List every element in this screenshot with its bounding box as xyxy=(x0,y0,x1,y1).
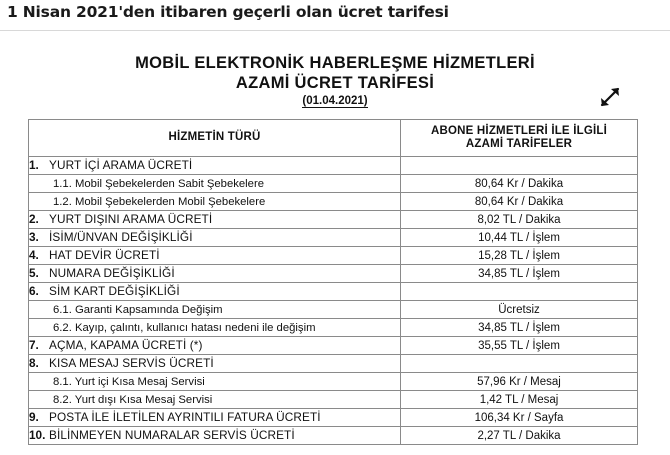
service-type-label xyxy=(29,375,205,389)
tariff-value-cell xyxy=(401,283,638,301)
document-effective-date xyxy=(0,95,670,107)
service-type-label xyxy=(29,393,212,407)
table-row xyxy=(29,229,638,247)
table-body xyxy=(29,157,638,445)
service-type-cell xyxy=(29,319,401,337)
service-type-label: NUMARA DEĞİŞİKLİĞİ xyxy=(49,266,175,280)
service-type-label: BİLİNMEYEN NUMARALAR SERVİS ÜCRETİ xyxy=(49,428,295,442)
table-row xyxy=(29,409,638,427)
service-type-label: KISA MESAJ SERVİS ÜCRETİ xyxy=(49,356,214,370)
tariff-value-cell: 80,64 Kr / Dakika xyxy=(401,175,638,193)
service-type-cell xyxy=(29,193,401,211)
service-type-label xyxy=(29,321,316,335)
row-index: 1.1. xyxy=(53,177,72,190)
service-type-text: Mobil Şebekelerden Sabit Şebekelere xyxy=(71,177,265,190)
table-row xyxy=(29,265,638,283)
service-type-cell xyxy=(29,373,401,391)
table-row xyxy=(29,373,638,391)
service-type-label: SİM KART DEĞİŞİKLİĞİ xyxy=(49,284,180,298)
expand-diagonal-arrow-icon[interactable] xyxy=(595,82,625,112)
table-row xyxy=(29,427,638,445)
service-type-cell xyxy=(29,211,401,229)
tariff-table xyxy=(28,119,638,445)
tariff-value-cell: Ücretsiz xyxy=(401,301,638,319)
service-type-text: Yurt dışı Kısa Mesaj Servisi xyxy=(71,393,213,406)
table-row xyxy=(29,391,638,409)
tariff-value-cell: 35,55 TL / İşlem xyxy=(401,337,638,355)
service-type-label: AÇMA, KAPAMA ÜCRETİ (*) xyxy=(49,338,203,352)
service-type-cell xyxy=(29,409,401,427)
row-index: 4. xyxy=(29,248,39,262)
row-index: 6. xyxy=(29,284,39,298)
table-row xyxy=(29,247,638,265)
tariff-value-cell: 80,64 Kr / Dakika xyxy=(401,193,638,211)
service-type-cell xyxy=(29,229,401,247)
table-row xyxy=(29,355,638,373)
service-type-text: Yurt içi Kısa Mesaj Servisi xyxy=(71,375,205,388)
row-index: 1.2. xyxy=(53,195,72,208)
document-title-line-2: AZAMİ ÜCRET TARİFESİ xyxy=(235,74,435,92)
table-row xyxy=(29,283,638,301)
service-type-cell xyxy=(29,301,401,319)
tariff-value-cell: 2,27 TL / Dakika xyxy=(401,427,638,445)
tariff-value-cell: 34,85 TL / İşlem xyxy=(401,265,638,283)
service-type-text: Mobil Şebekelerden Mobil Şebekelere xyxy=(71,195,266,208)
service-type-text: Garanti Kapsamında Değişim xyxy=(71,303,223,316)
row-index: 10. xyxy=(29,428,46,442)
row-index: 8.2. xyxy=(53,393,72,406)
service-type-label xyxy=(29,195,265,209)
service-type-cell xyxy=(29,427,401,445)
document-title-block xyxy=(0,53,670,107)
page-headline: 1 Nisan 2021'den itibaren geçerli olan ücret tarifesi xyxy=(7,3,449,21)
tariff-value-cell: 106,34 Kr / Sayfa xyxy=(401,409,638,427)
table-row xyxy=(29,193,638,211)
service-type-cell xyxy=(29,283,401,301)
row-index: 7. xyxy=(29,338,39,352)
service-type-cell xyxy=(29,175,401,193)
tariff-value-cell: 10,44 TL / İşlem xyxy=(401,229,638,247)
row-index: 8. xyxy=(29,356,39,370)
service-type-label: YURT DIŞINI ARAMA ÜCRETİ xyxy=(49,212,213,226)
column-header-max-tariff-line-2: AZAMİ TARİFELER xyxy=(465,138,573,150)
service-type-label xyxy=(29,177,264,191)
row-index: 3. xyxy=(29,230,39,244)
row-index: 6.1. xyxy=(53,303,72,316)
service-type-text: Kayıp, çalıntı, kullanıcı hatası nedeni ile değişim xyxy=(71,321,316,334)
tariff-value-cell: 34,85 TL / İşlem xyxy=(401,319,638,337)
table-row xyxy=(29,337,638,355)
tariff-value-cell: 8,02 TL / Dakika xyxy=(401,211,638,229)
row-index: 1. xyxy=(29,158,39,172)
row-index: 8.1. xyxy=(53,375,72,388)
headline-divider xyxy=(0,30,670,31)
row-index: 2. xyxy=(29,212,39,226)
table-header-row xyxy=(29,120,638,157)
table-row xyxy=(29,211,638,229)
service-type-cell xyxy=(29,157,401,175)
service-type-cell xyxy=(29,355,401,373)
tariff-value-cell: 15,28 TL / İşlem xyxy=(401,247,638,265)
tariff-value-cell: 1,42 TL / Mesaj xyxy=(401,391,638,409)
document-title-line-1: MOBİL ELEKTRONİK HABERLEŞME HİZMETLERİ xyxy=(135,54,535,72)
column-header-service-type: HİZMETİN TÜRÜ xyxy=(29,120,401,157)
tariff-value-cell: 57,96 Kr / Mesaj xyxy=(401,373,638,391)
column-header-max-tariff xyxy=(401,120,638,157)
row-index: 6.2. xyxy=(53,321,72,334)
tariff-value-cell xyxy=(401,355,638,373)
service-type-cell xyxy=(29,391,401,409)
service-type-label: HAT DEVİR ÜCRETİ xyxy=(49,248,160,262)
tariff-value-cell xyxy=(401,157,638,175)
column-header-max-tariff-line-1: ABONE HİZMETLERİ İLE İLGİLİ xyxy=(431,124,607,137)
service-type-label xyxy=(29,303,223,317)
service-type-cell xyxy=(29,337,401,355)
service-type-label: YURT İÇİ ARAMA ÜCRETİ xyxy=(49,158,193,172)
service-type-cell xyxy=(29,247,401,265)
service-type-cell xyxy=(29,265,401,283)
table-row xyxy=(29,157,638,175)
row-index: 9. xyxy=(29,410,39,424)
table-header xyxy=(29,120,638,157)
tariff-table-container xyxy=(28,119,637,445)
document-effective-date-text: (01.04.2021) xyxy=(302,95,368,107)
row-index: 5. xyxy=(29,266,39,280)
table-row xyxy=(29,319,638,337)
table-row xyxy=(29,175,638,193)
service-type-label: İSİM/ÜNVAN DEĞİŞİKLİĞİ xyxy=(49,230,193,244)
table-row xyxy=(29,301,638,319)
service-type-label: POSTA İLE İLETİLEN AYRINTILI FATURA ÜCRETİ xyxy=(49,410,321,424)
